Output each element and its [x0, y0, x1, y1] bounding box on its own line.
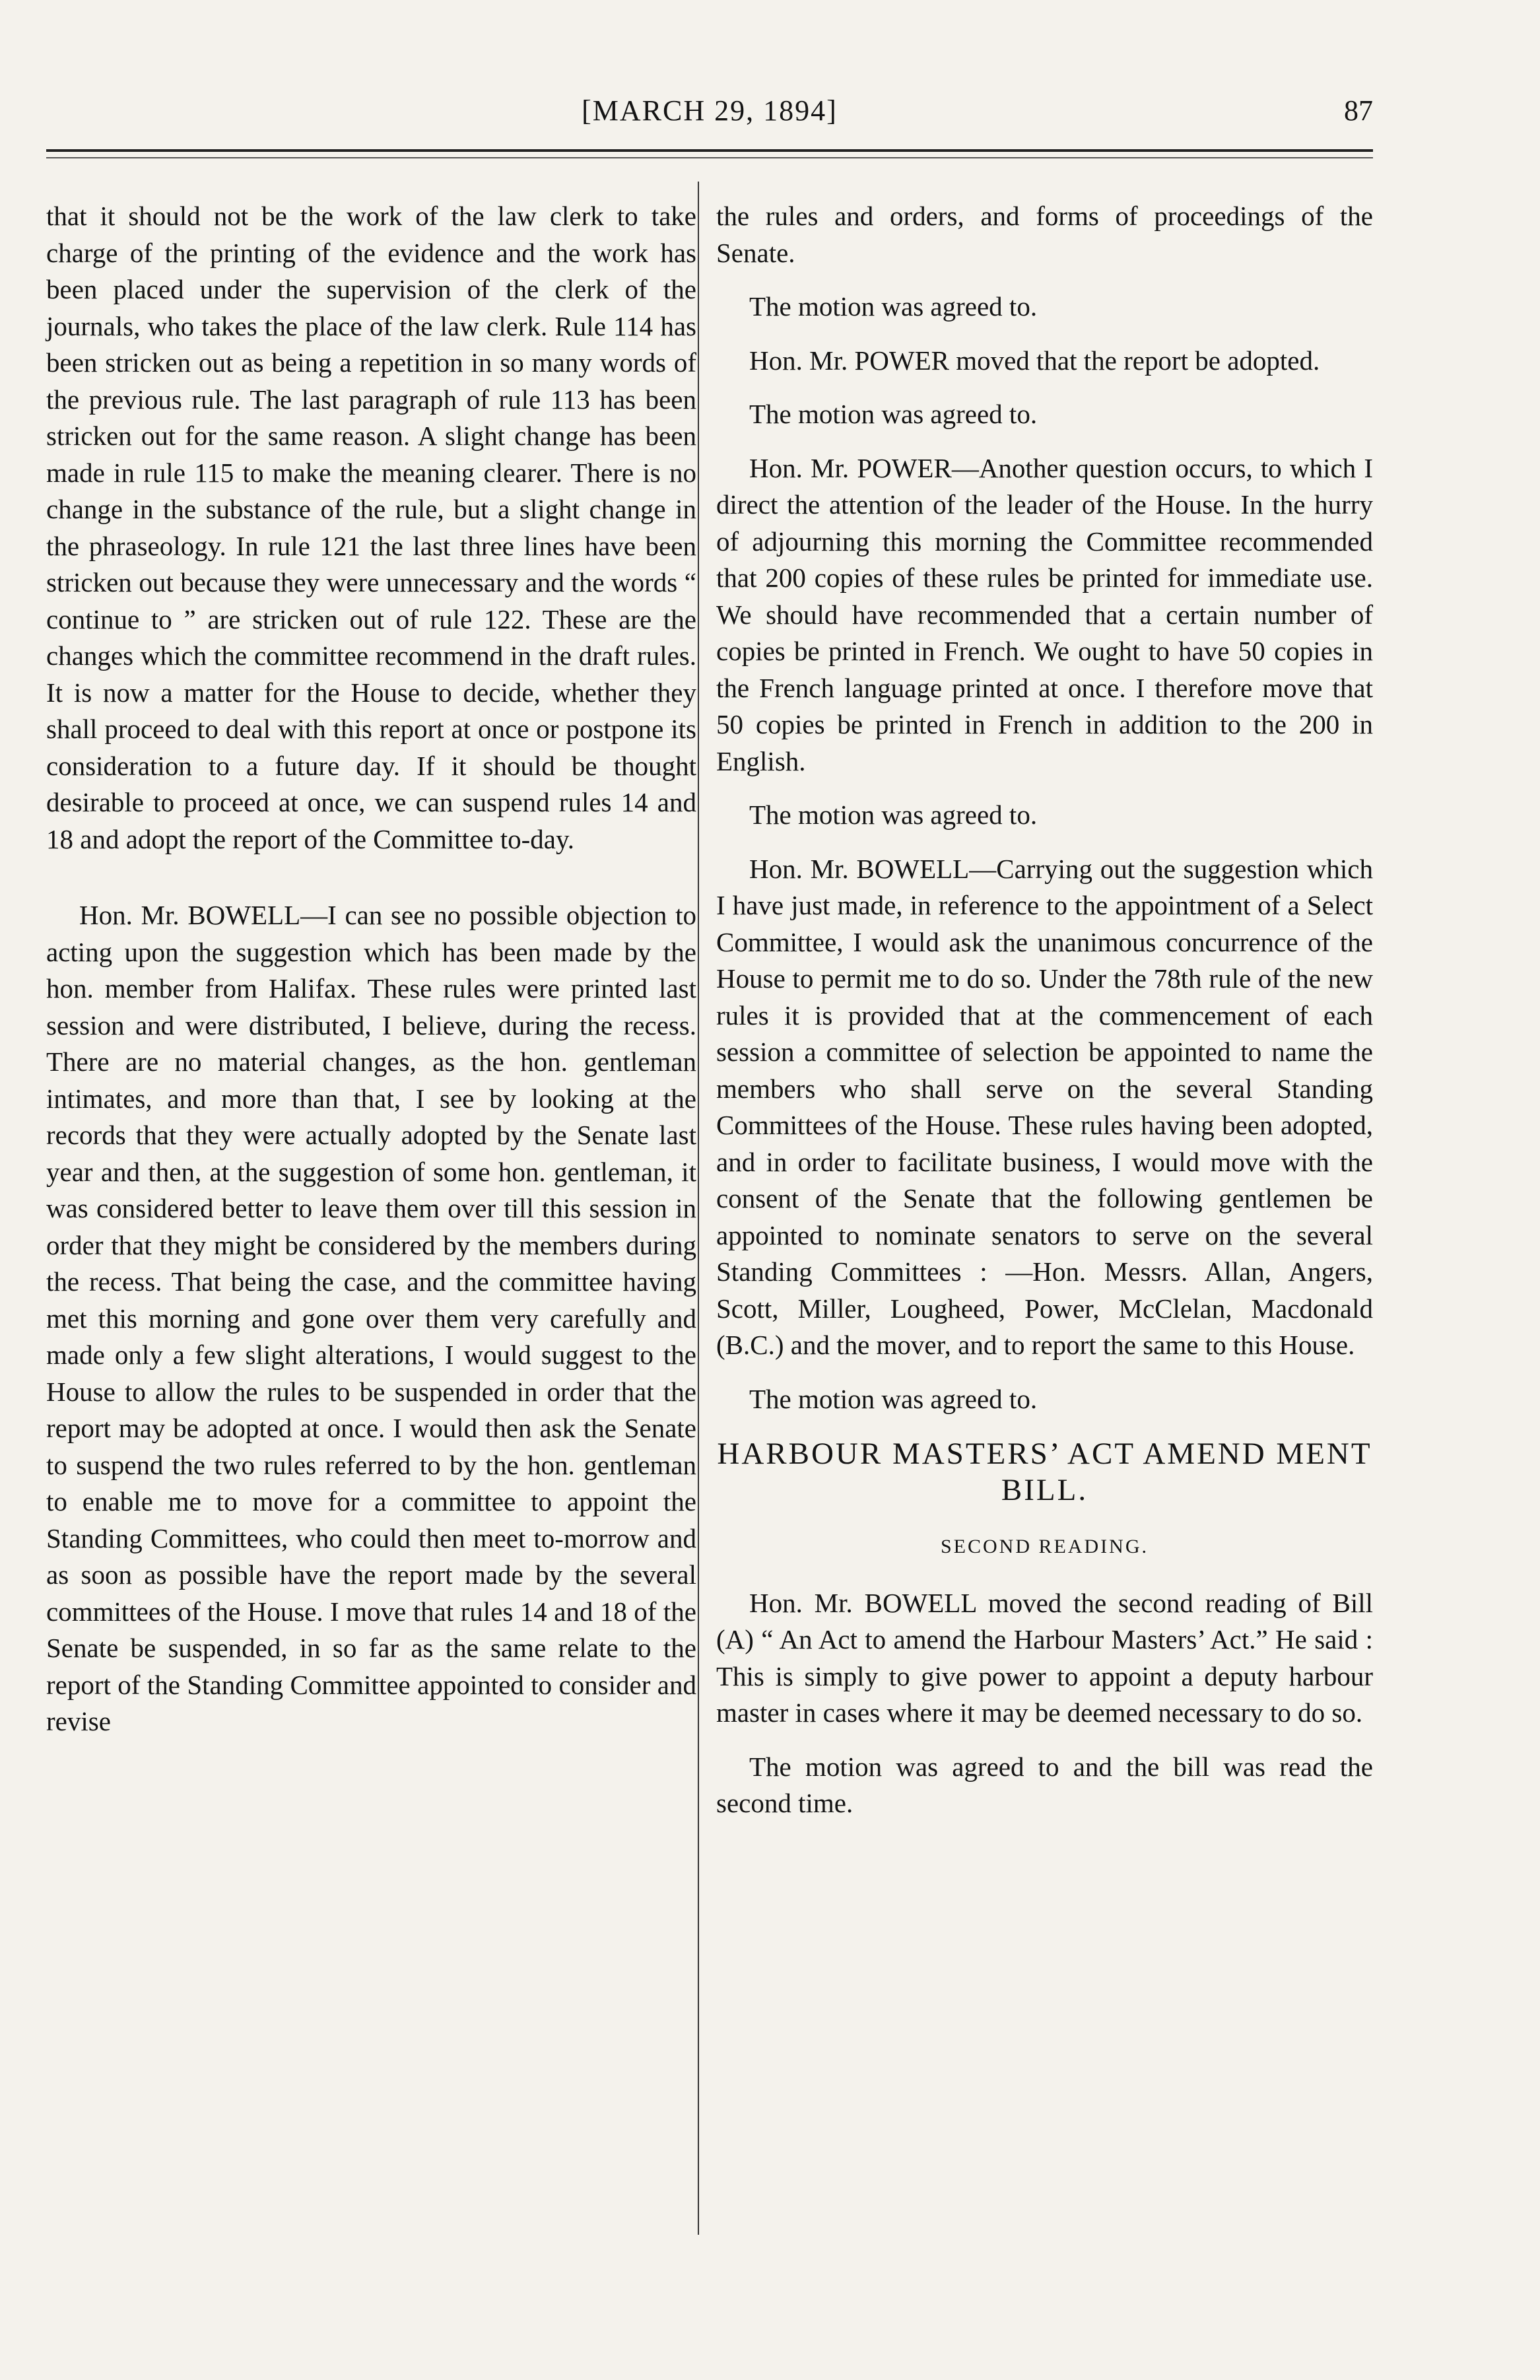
column-divider — [698, 182, 699, 2235]
header-date: [MARCH 29, 1894] — [582, 94, 838, 127]
paragraph: Hon. Mr. BOWELL—I can see no possible objection to acting upon the suggestion which has been made by the hon. member from Halifax. These rules were printed last session and were distributed, I believe, during the recess. There are no material changes, as the hon. gentleman intimates, and more than that, I see by looking at the records that they were actually adopted by the Senate last year and then, at the suggestion of some hon. gentleman, it was considered better to leave them over till this session in order that they might be considered by the members during the recess. That being the case, and the committee having met this morning and gone over them very carefully and made only a few slight alterations, I would suggest to the House to allow the rules to be suspended in order that the report may be adopted at once. I would then ask the Senate to suspend the two rules referred to by the hon. gentleman to enable me to move for a committee to appoint the Standing Committees, who could then meet to-morrow and as soon as possible have the report made by the several committees of the House. I move that rules 14 and 18 of the Senate be suspended, in so far as the same relate to the report of the Standing Committee appointed to consider and revise — [46, 900, 696, 1736]
paragraph: Hon. Mr. POWER—Another question occurs, to which I direct the attention of the leader of the House. In the hurry of adjourning this morning the Committee recommended that 200 copies of these rules be printed for immediate use. We should have recommended that a certain number of copies be printed in French. We ought to have 50 copies in the French language printed at once. I therefore move that 50 copies be printed in French in addition to the 200 in English. — [716, 452, 1373, 776]
paragraph: Hon. Mr. POWER moved that the report be adopted. — [749, 345, 1320, 376]
paragraph: the rules and orders, and forms of proceedings of the Senate. — [716, 201, 1373, 268]
paragraph: Hon. Mr. BOWELL—Carrying out the suggestion which I have just made, in reference to the appointment of a Select Committee, I would ask the unanimous concurrence of the House to permit me to do so. Under the 78th rule of the new rules it is provided that at the commencement of each session a committee of selection be appointed to name the members who shall serve on the several Standing Committees of the House. These rules having been adopted, and in order to facilitate business, I would move with the consent of the Senate that the following gentlemen be appointed to nominate senators to serve on the several Standing Committees : —Hon. Messrs. Allan, Angers, Scott, Miller, Lougheed, Power, McClelan, Macdonald (B.C.) and the mover, and to report the same to this House. — [716, 853, 1373, 1360]
section-subheading: SECOND READING. — [941, 1536, 1149, 1557]
paragraph: The motion was agreed to and the bill was read the second time. — [716, 1751, 1373, 1818]
paragraph: Hon. Mr. BOWELL moved the second reading of Bill (A) “ An Act to amend the Harbour Masters’ Act.” He said : This is simply to give power to appoint a deputy harbour master in cases where it may be deemed necessary to do so. — [716, 1587, 1373, 1728]
page-number: 87 — [1344, 94, 1373, 127]
header-rule-thin — [46, 157, 1373, 158]
paragraph: The motion was agreed to. — [749, 291, 1038, 322]
paragraph: that it should not be the work of the law clerk to take charge of the printing of the evidence and the work has been placed under the supervision of the clerk of the journals, who takes the place of the law clerk. Rule 114 has been stricken out as being a repetition in so many words of the previous rule. The last paragraph of rule 113 has been stricken out for the same reason. A slight change has been made in rule 115 to make the meaning clearer. There is no change in the substance of the rule, but a slight change in the phraseology. In rule 121 the last three lines have been stricken out because they were unnecessary and the words “ continue to ” are stricken out of rule 122. These are the changes which the committee recommend in the draft rules. It is now a matter for the House to decide, whether they shall proceed to deal with this report at once or postpone its consideration to a future day. If it should be thought desirable to proceed at once, we can suspend rules 14 and 18 and adopt the report of the Committee to-day. — [46, 201, 696, 854]
paragraph: The motion was agreed to. — [749, 799, 1038, 830]
left-column — [46, 198, 696, 1757]
header-rule — [46, 149, 1373, 152]
page-header — [46, 94, 1373, 133]
paragraph: The motion was agreed to. — [749, 399, 1038, 429]
section-heading: HARBOUR MASTERS’ ACT AMEND MENT BILL. — [717, 1437, 1372, 1507]
right-column — [716, 198, 1373, 1839]
paragraph: The motion was agreed to. — [749, 1383, 1038, 1414]
